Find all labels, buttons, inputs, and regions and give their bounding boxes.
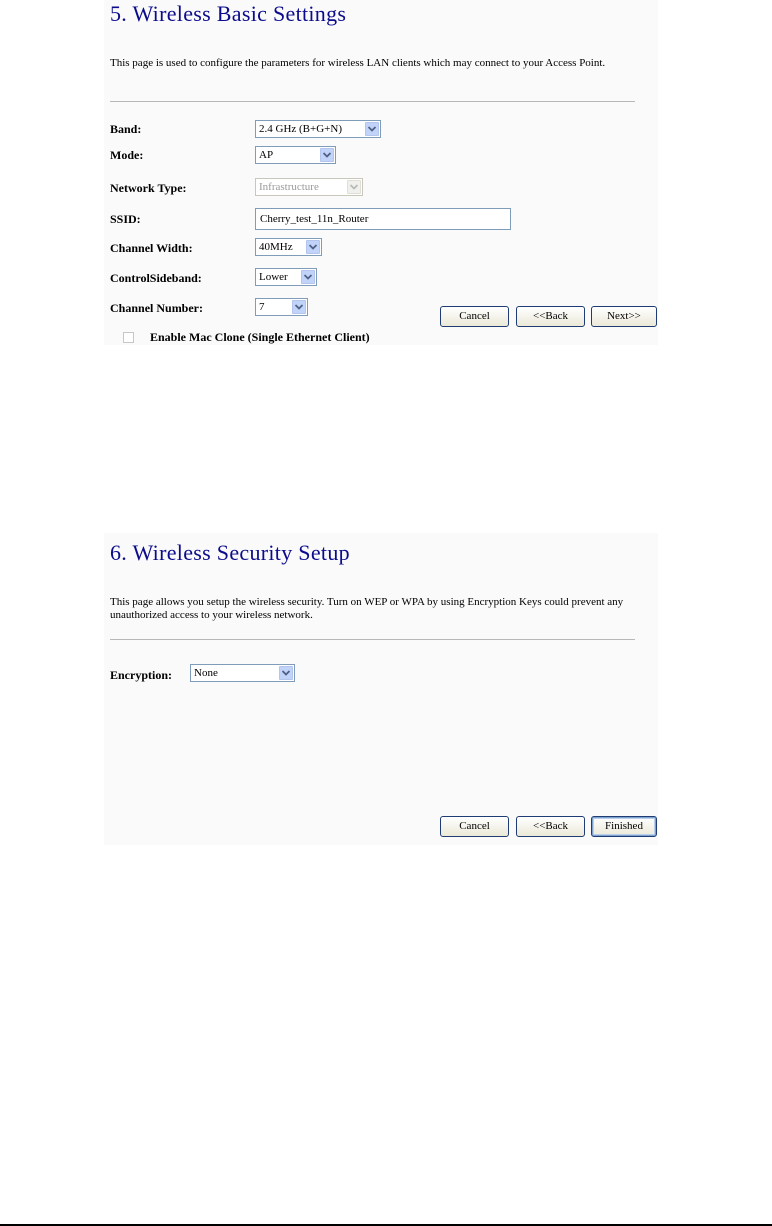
mode-label: Mode: [110,148,144,162]
divider [110,639,635,640]
control-sideband-value: Lower [259,271,288,283]
band-value: 2.4 GHz (B+G+N) [259,123,342,135]
page-description: This page is used to configure the parameters for wireless LAN clients which may connect to your Access Point. [110,57,606,69]
back-button[interactable]: <<Back [516,816,585,837]
control-sideband-select[interactable] [255,268,317,286]
mac-clone-label: Enable Mac Clone (Single Ethernet Client) [150,330,370,344]
chevron-down-icon [347,180,361,194]
encryption-select[interactable] [190,664,295,682]
network-type-value: Infrastructure [259,181,319,193]
finished-button[interactable]: Finished [591,816,657,837]
control-sideband-label: ControlSideband: [110,271,202,285]
chevron-down-icon [301,270,315,284]
chevron-down-icon [306,240,320,254]
chevron-down-icon [279,666,293,680]
mac-clone-checkbox[interactable] [123,332,134,343]
mode-value: AP [259,149,274,161]
band-label: Band: [110,122,142,136]
cancel-button[interactable]: Cancel [440,816,509,837]
channel-width-label: Channel Width: [110,241,193,255]
wireless-basic-settings-panel [104,0,658,345]
chevron-down-icon [365,122,379,136]
channel-number-select[interactable] [255,298,308,316]
ssid-input[interactable]: Cherry_test_11n_Router [255,208,511,230]
back-button[interactable]: <<Back [516,306,585,327]
channel-number-label: Channel Number: [110,301,204,315]
channel-width-select[interactable] [255,238,322,256]
network-type-select [255,178,363,196]
band-select[interactable] [255,120,381,138]
ssid-label: SSID: [110,212,141,226]
chevron-down-icon [320,148,334,162]
wireless-security-setup-panel [104,533,658,845]
page-title: 5. Wireless Basic Settings [110,1,347,26]
page-description: This page allows you setup the wireless security. Turn on WEP or WPA by using Encryption Keys could prevent any unauthorized access to your wireless network. [110,596,624,621]
encryption-value: None [194,667,218,679]
mode-select[interactable] [255,146,336,164]
divider [110,101,635,102]
encryption-label: Encryption: [110,668,173,682]
cancel-button[interactable]: Cancel [440,306,509,327]
chevron-down-icon [292,300,306,314]
network-type-label: Network Type: [110,181,187,195]
channel-number-value: 7 [259,301,265,313]
channel-width-value: 40MHz [259,241,293,253]
next-button[interactable]: Next>> [591,306,657,327]
page-title: 6. Wireless Security Setup [110,540,350,565]
